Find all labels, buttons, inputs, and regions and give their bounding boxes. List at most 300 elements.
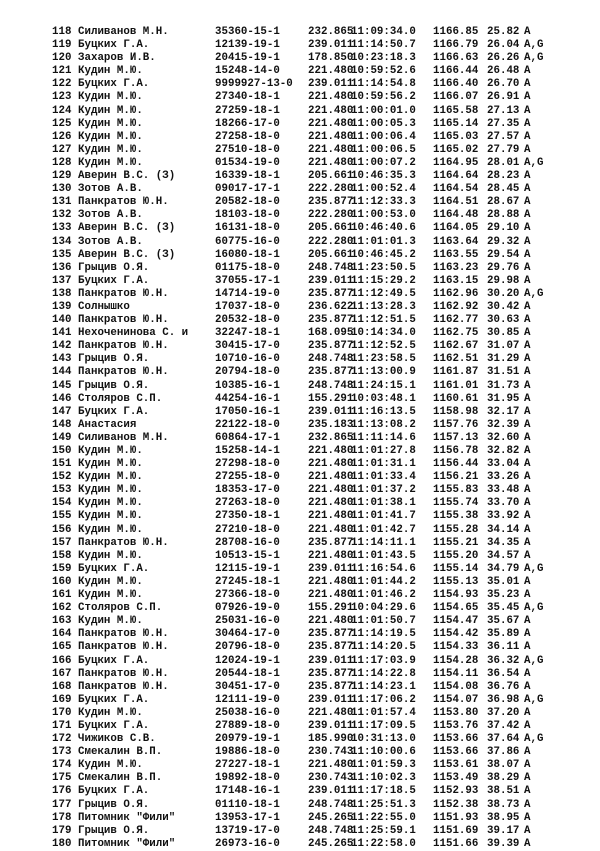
coefficient: 34.79 (487, 562, 520, 575)
row-number: 160 (52, 575, 72, 588)
table-row (0, 406, 600, 419)
table-row (0, 249, 600, 262)
fancier-name: Панкратов Ю.Н. (78, 314, 169, 327)
table-row (0, 838, 600, 851)
fancier-name: Зотов А.В. (78, 209, 143, 222)
arrival-time: 11:13:00.9 (351, 366, 416, 379)
speed: 1154.07 (433, 693, 479, 706)
row-number: 164 (52, 628, 72, 641)
table-row (0, 720, 600, 733)
fancier-name: Кудин М.Ю. (78, 523, 143, 536)
arrival-time: 11:12:49.5 (351, 287, 416, 300)
coefficient: 27.57 (487, 130, 520, 143)
flags: A (524, 78, 531, 91)
coefficient: 28.01 (487, 156, 520, 169)
speed: 1153.61 (433, 759, 479, 772)
row-number: 169 (52, 693, 72, 706)
speed: 1156.44 (433, 458, 479, 471)
row-number: 146 (52, 392, 72, 405)
arrival-time: 10:59:52.6 (351, 65, 416, 78)
distance: 222.280 (308, 235, 354, 248)
fancier-name: Кудин М.Ю. (78, 549, 143, 562)
ring-number: 15258-14-1 (215, 445, 280, 457)
flags: A,G (524, 39, 544, 52)
distance: 185.990 (308, 733, 354, 746)
flags: A,G (524, 654, 544, 667)
table-row (0, 550, 600, 563)
table-row (0, 707, 600, 720)
table-row (0, 209, 600, 222)
ring-number: 18103-18-0 (215, 209, 280, 222)
distance: 235.877 (308, 340, 354, 353)
table-row (0, 314, 600, 327)
arrival-time: 10:14:34.0 (351, 327, 416, 340)
ring-number: 12115-19-1 (215, 562, 280, 575)
row-number: 126 (52, 130, 72, 143)
coefficient: 26.48 (487, 65, 520, 78)
fancier-name: Кудин М.Ю. (78, 471, 143, 484)
table-row (0, 327, 600, 340)
ring-number: 17050-16-1 (215, 405, 280, 418)
flags: A (524, 445, 531, 457)
row-number: 162 (52, 602, 72, 615)
fancier-name: Панкратов Ю.Н. (78, 196, 169, 209)
distance: 221.480 (308, 445, 354, 457)
table-row (0, 668, 600, 681)
ring-number: 35360-15-1 (215, 26, 280, 38)
fancier-name: Панкратов Ю.Н. (78, 287, 169, 300)
fancier-name: Буцких Г.А. (78, 78, 150, 91)
table-row (0, 275, 600, 288)
coefficient: 38.95 (487, 811, 520, 824)
fancier-name: Кудин М.Ю. (78, 91, 143, 104)
arrival-time: 10:46:35.3 (351, 170, 416, 183)
speed: 1154.65 (433, 602, 479, 615)
distance: 221.480 (308, 65, 354, 78)
ring-number: 22122-18-0 (215, 418, 280, 431)
flags: A (524, 628, 531, 641)
coefficient: 37.42 (487, 719, 520, 732)
row-number: 132 (52, 209, 72, 222)
flags: A (524, 785, 531, 798)
arrival-time: 11:00:06.5 (351, 143, 416, 156)
arrival-time: 11:17:09.5 (351, 719, 416, 732)
arrival-time: 11:00:52.4 (351, 183, 416, 196)
arrival-time: 11:01:31.1 (351, 458, 416, 471)
speed: 1166.40 (433, 78, 479, 91)
distance: 235.877 (308, 680, 354, 693)
fancier-name: Анастасия (78, 418, 137, 431)
arrival-time: 11:01:41.7 (351, 510, 416, 523)
row-number: 134 (52, 235, 72, 248)
coefficient: 33.70 (487, 497, 520, 510)
table-row (0, 445, 600, 458)
fancier-name: Грыцив О.Я. (78, 261, 150, 274)
fancier-name: Силиванов М.Н. (78, 26, 169, 38)
table-row (0, 602, 600, 615)
coefficient: 31.29 (487, 353, 520, 366)
distance: 248.748 (308, 379, 354, 392)
table-row (0, 759, 600, 772)
speed: 1163.55 (433, 248, 479, 261)
flags: A (524, 536, 531, 549)
arrival-time: 10:03:48.1 (351, 392, 416, 405)
row-number: 158 (52, 549, 72, 562)
speed: 1155.38 (433, 510, 479, 523)
arrival-time: 11:12:33.3 (351, 196, 416, 209)
speed: 1154.93 (433, 589, 479, 602)
row-number: 168 (52, 680, 72, 693)
flags: A (524, 117, 531, 130)
row-number: 120 (52, 52, 72, 65)
table-row (0, 458, 600, 471)
arrival-time: 11:22:58.0 (351, 837, 416, 850)
ring-number: 25031-16-0 (215, 615, 280, 628)
coefficient: 39.39 (487, 837, 520, 850)
row-number: 152 (52, 471, 72, 484)
arrival-time: 11:01:59.3 (351, 759, 416, 772)
row-number: 153 (52, 484, 72, 497)
row-number: 131 (52, 196, 72, 209)
coefficient: 27.79 (487, 143, 520, 156)
table-row (0, 393, 600, 406)
coefficient: 29.54 (487, 248, 520, 261)
fancier-name: Аверин В.С. (З) (78, 248, 176, 261)
speed: 1153.66 (433, 733, 479, 746)
table-row (0, 497, 600, 510)
arrival-time: 11:14:19.5 (351, 628, 416, 641)
ring-number: 27259-18-1 (215, 104, 280, 117)
row-number: 157 (52, 536, 72, 549)
arrival-time: 11:01:50.7 (351, 615, 416, 628)
distance: 232.865 (308, 26, 354, 38)
arrival-time: 11:01:38.1 (351, 497, 416, 510)
flags: A (524, 772, 531, 785)
distance: 221.480 (308, 104, 354, 117)
coefficient: 28.45 (487, 183, 520, 196)
speed: 1162.96 (433, 287, 479, 300)
results-table (0, 26, 600, 851)
ring-number: 10710-16-0 (215, 353, 280, 366)
distance: 235.877 (308, 287, 354, 300)
fancier-name: Кудин М.Ю. (78, 759, 143, 772)
speed: 1161.01 (433, 379, 479, 392)
row-number: 177 (52, 798, 72, 811)
coefficient: 29.76 (487, 261, 520, 274)
coefficient: 32.82 (487, 445, 520, 457)
row-number: 165 (52, 641, 72, 654)
flags: A,G (524, 602, 544, 615)
ring-number: 16339-18-1 (215, 170, 280, 183)
row-number: 161 (52, 589, 72, 602)
speed: 1165.03 (433, 130, 479, 143)
distance: 155.291 (308, 602, 354, 615)
table-row (0, 39, 600, 52)
speed: 1163.64 (433, 235, 479, 248)
ring-number: 27227-18-1 (215, 759, 280, 772)
speed: 1155.14 (433, 562, 479, 575)
flags: A (524, 680, 531, 693)
ring-number: 20532-18-0 (215, 314, 280, 327)
row-number: 139 (52, 300, 72, 313)
speed: 1162.51 (433, 353, 479, 366)
flags: A,G (524, 733, 544, 746)
table-row (0, 524, 600, 537)
flags: A (524, 65, 531, 78)
ring-number: 13719-17-0 (215, 824, 280, 837)
table-row (0, 91, 600, 104)
flags: A (524, 104, 531, 117)
table-row (0, 537, 600, 550)
coefficient: 39.17 (487, 824, 520, 837)
row-number: 167 (52, 667, 72, 680)
flags: A (524, 667, 531, 680)
ring-number: 27263-18-0 (215, 497, 280, 510)
arrival-time: 11:00:07.2 (351, 156, 416, 169)
arrival-time: 11:01:33.4 (351, 471, 416, 484)
arrival-time: 11:14:50.7 (351, 39, 416, 52)
coefficient: 36.11 (487, 641, 520, 654)
speed: 1165.58 (433, 104, 479, 117)
row-number: 128 (52, 156, 72, 169)
row-number: 148 (52, 418, 72, 431)
fancier-name: Чижиков С.В. (78, 733, 156, 746)
table-row (0, 799, 600, 812)
coefficient: 35.67 (487, 615, 520, 628)
distance: 239.011 (308, 405, 354, 418)
arrival-time: 11:14:20.5 (351, 641, 416, 654)
flags: A (524, 261, 531, 274)
speed: 1157.76 (433, 418, 479, 431)
fancier-name: Смекалин В.П. (78, 772, 163, 785)
distance: 248.748 (308, 261, 354, 274)
distance: 235.877 (308, 314, 354, 327)
distance: 245.265 (308, 811, 354, 824)
coefficient: 30.20 (487, 287, 520, 300)
distance: 178.850 (308, 52, 354, 65)
distance: 235.877 (308, 536, 354, 549)
speed: 1166.79 (433, 39, 479, 52)
arrival-time: 11:25:51.3 (351, 798, 416, 811)
flags: A (524, 497, 531, 510)
table-row (0, 118, 600, 131)
coefficient: 38.07 (487, 759, 520, 772)
speed: 1155.28 (433, 523, 479, 536)
flags: A (524, 418, 531, 431)
distance: 230.743 (308, 772, 354, 785)
distance: 239.011 (308, 39, 354, 52)
ring-number: 27510-18-0 (215, 143, 280, 156)
coefficient: 38.29 (487, 772, 520, 785)
fancier-name: Буцких Г.А. (78, 39, 150, 52)
row-number: 141 (52, 327, 72, 340)
flags: A (524, 589, 531, 602)
fancier-name: Зотов А.В. (78, 183, 143, 196)
arrival-time: 11:10:00.6 (351, 746, 416, 759)
ring-number: 27889-18-0 (215, 719, 280, 732)
ring-number: 12111-19-0 (215, 693, 280, 706)
coefficient: 32.39 (487, 418, 520, 431)
ring-number: 18353-17-0 (215, 484, 280, 497)
table-row (0, 641, 600, 654)
distance: 239.011 (308, 693, 354, 706)
fancier-name: Зотов А.В. (78, 235, 143, 248)
flags: A,G (524, 562, 544, 575)
row-number: 163 (52, 615, 72, 628)
speed: 1151.69 (433, 824, 479, 837)
distance: 236.622 (308, 300, 354, 313)
speed: 1164.95 (433, 156, 479, 169)
flags: A (524, 143, 531, 156)
row-number: 130 (52, 183, 72, 196)
speed: 1153.76 (433, 719, 479, 732)
distance: 221.480 (308, 91, 354, 104)
arrival-time: 11:01:37.2 (351, 484, 416, 497)
coefficient: 31.07 (487, 340, 520, 353)
arrival-time: 11:10:02.3 (351, 772, 416, 785)
fancier-name: Кудин М.Ю. (78, 117, 143, 130)
speed: 1162.77 (433, 314, 479, 327)
distance: 232.865 (308, 431, 354, 444)
arrival-time: 11:14:22.8 (351, 667, 416, 680)
fancier-name: Грыцив О.Я. (78, 798, 150, 811)
row-number: 174 (52, 759, 72, 772)
fancier-name: Кудин М.Ю. (78, 445, 143, 457)
row-number: 171 (52, 719, 72, 732)
distance: 222.280 (308, 183, 354, 196)
speed: 1164.48 (433, 209, 479, 222)
coefficient: 26.91 (487, 91, 520, 104)
table-row (0, 288, 600, 301)
distance: 205.661 (308, 248, 354, 261)
table-row (0, 340, 600, 353)
table-row (0, 471, 600, 484)
speed: 1154.33 (433, 641, 479, 654)
speed: 1153.49 (433, 772, 479, 785)
flags: A (524, 209, 531, 222)
row-number: 137 (52, 274, 72, 287)
arrival-time: 11:17:03.9 (351, 654, 416, 667)
ring-number: 32247-18-1 (215, 327, 280, 340)
fancier-name: Кудин М.Ю. (78, 156, 143, 169)
flags: A (524, 549, 531, 562)
speed: 1156.21 (433, 471, 479, 484)
ring-number: 27350-18-1 (215, 510, 280, 523)
distance: 239.011 (308, 274, 354, 287)
row-number: 140 (52, 314, 72, 327)
row-number: 155 (52, 510, 72, 523)
table-row (0, 563, 600, 576)
fancier-name: Смекалин В.П. (78, 746, 163, 759)
distance: 221.480 (308, 510, 354, 523)
ring-number: 9999927-13-0 (215, 78, 293, 91)
row-number: 133 (52, 222, 72, 235)
row-number: 147 (52, 405, 72, 418)
distance: 235.877 (308, 667, 354, 680)
arrival-time: 10:23:18.3 (351, 52, 416, 65)
speed: 1154.08 (433, 680, 479, 693)
flags: A (524, 196, 531, 209)
ring-number: 20544-18-1 (215, 667, 280, 680)
distance: 248.748 (308, 824, 354, 837)
arrival-time: 11:01:27.8 (351, 445, 416, 457)
coefficient: 35.01 (487, 575, 520, 588)
coefficient: 29.32 (487, 235, 520, 248)
row-number: 129 (52, 170, 72, 183)
ring-number: 01534-19-0 (215, 156, 280, 169)
arrival-time: 11:01:42.7 (351, 523, 416, 536)
fancier-name: Силиванов М.Н. (78, 431, 169, 444)
arrival-time: 11:12:52.5 (351, 340, 416, 353)
arrival-time: 11:15:29.2 (351, 274, 416, 287)
coefficient: 33.92 (487, 510, 520, 523)
fancier-name: Кудин М.Ю. (78, 575, 143, 588)
arrival-time: 10:31:13.0 (351, 733, 416, 746)
row-number: 127 (52, 143, 72, 156)
coefficient: 35.45 (487, 602, 520, 615)
coefficient: 30.85 (487, 327, 520, 340)
fancier-name: Кудин М.Ю. (78, 615, 143, 628)
table-row (0, 366, 600, 379)
coefficient: 33.04 (487, 458, 520, 471)
fancier-name: Буцких Г.А. (78, 405, 150, 418)
speed: 1155.13 (433, 575, 479, 588)
speed: 1157.13 (433, 431, 479, 444)
ring-number: 20979-19-1 (215, 733, 280, 746)
table-row (0, 65, 600, 78)
row-number: 156 (52, 523, 72, 536)
ring-number: 20794-18-0 (215, 366, 280, 379)
coefficient: 37.20 (487, 706, 520, 719)
fancier-name: Кудин М.Ю. (78, 65, 143, 78)
speed: 1160.61 (433, 392, 479, 405)
ring-number: 20582-18-0 (215, 196, 280, 209)
flags: A (524, 471, 531, 484)
speed: 1154.47 (433, 615, 479, 628)
flags: A (524, 615, 531, 628)
speed: 1153.80 (433, 706, 479, 719)
ring-number: 27255-18-0 (215, 471, 280, 484)
distance: 235.877 (308, 366, 354, 379)
coefficient: 34.57 (487, 549, 520, 562)
flags: A (524, 719, 531, 732)
row-number: 124 (52, 104, 72, 117)
flags: A (524, 327, 531, 340)
ring-number: 44254-16-1 (215, 392, 280, 405)
table-row (0, 236, 600, 249)
flags: A (524, 824, 531, 837)
ring-number: 27366-18-0 (215, 589, 280, 602)
arrival-time: 11:00:06.4 (351, 130, 416, 143)
table-row (0, 576, 600, 589)
flags: A (524, 510, 531, 523)
row-number: 176 (52, 785, 72, 798)
row-number: 143 (52, 353, 72, 366)
table-row (0, 353, 600, 366)
fancier-name: Панкратов Ю.Н. (78, 536, 169, 549)
flags: A (524, 484, 531, 497)
table-row (0, 615, 600, 628)
speed: 1153.66 (433, 746, 479, 759)
distance: 221.480 (308, 549, 354, 562)
fancier-name: Солнышко (78, 300, 130, 313)
fancier-name: Панкратов Ю.Н. (78, 340, 169, 353)
table-row (0, 222, 600, 235)
coefficient: 28.88 (487, 209, 520, 222)
arrival-time: 11:17:18.5 (351, 785, 416, 798)
flags: A,G (524, 156, 544, 169)
speed: 1162.67 (433, 340, 479, 353)
